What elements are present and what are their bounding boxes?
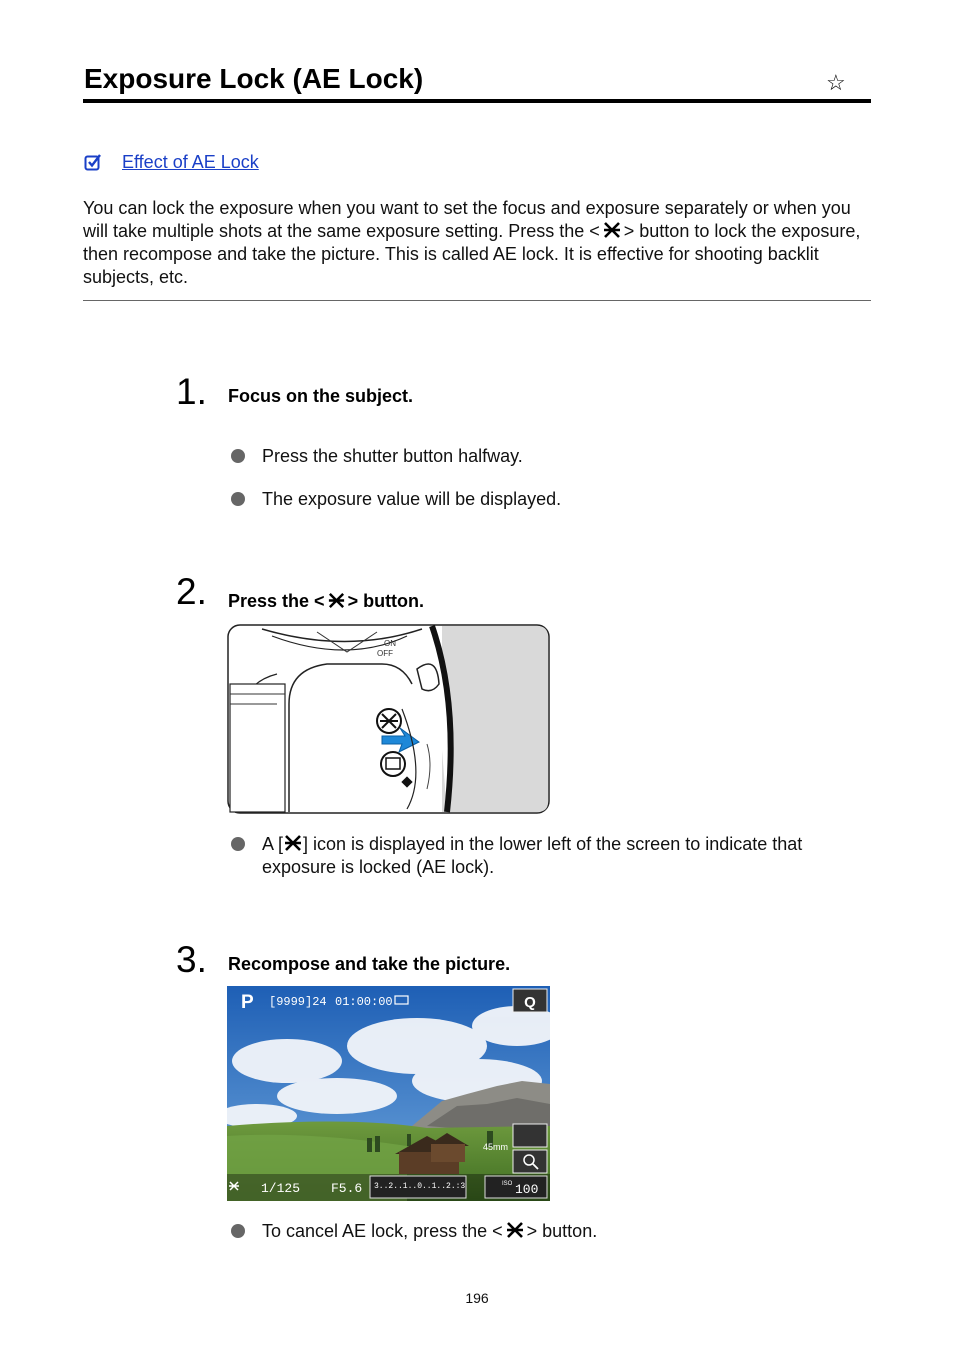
step-1-number: 1.	[176, 371, 207, 412]
step-3-bullet-pre: To cancel AE lock, press the <	[262, 1221, 503, 1241]
step-1-bullet-2: The exposure value will be displayed.	[262, 489, 562, 509]
effect-of-ae-lock-link[interactable]: Effect of AE Lock	[122, 152, 259, 172]
step-3-bullet	[262, 1220, 872, 1243]
intro-paragraph	[83, 197, 873, 289]
step-3-number: 3.	[176, 939, 207, 980]
on-label: ON	[384, 639, 396, 648]
shutter-speed: 1/125	[261, 1181, 301, 1196]
magnify-button[interactable]	[513, 1150, 547, 1173]
bullet-dot	[231, 837, 245, 851]
intro-text-part2: > button to lock the exposure, then recompose and take the picture. This is called AE lock. It is effective for shooting backlit subjects, etc.	[83, 221, 861, 287]
section-divider	[83, 300, 871, 301]
step-2-title	[228, 590, 424, 612]
recording-time: 01:00:00	[335, 995, 393, 1009]
aperture-value: F5.6	[331, 1181, 363, 1196]
checkbox-icon	[84, 153, 102, 171]
ae-lock-icon	[505, 1220, 525, 1240]
step-2-title-post: > button.	[347, 591, 425, 611]
shooting-mode: P	[241, 992, 254, 1013]
step-2-bullet-post: ] icon is displayed in the lower left of the screen to indicate that exposure is locked (AE lock).	[262, 834, 803, 877]
step-2-bullet	[262, 833, 872, 879]
step-2-bullet-pre: A [	[262, 834, 284, 854]
step-1-title: Focus on the subject.	[228, 386, 414, 406]
step-2-number: 2.	[176, 571, 207, 612]
ae-lock-icon	[283, 833, 303, 853]
af-method-button[interactable]	[513, 1124, 547, 1147]
iso-label: ISO	[502, 1181, 513, 1187]
shots-remaining: [9999]24	[269, 995, 327, 1009]
page-number: 196	[465, 1290, 489, 1306]
intro-text-part1: You can lock the exposure when you want to set the focus and exposure separately or when you will take multiple shots at the same exposure setting. Press the <	[83, 198, 851, 241]
step-2-title-pre: Press the <	[228, 591, 325, 611]
exposure-scale: 3..2..1..0..1..2.:3	[374, 1182, 466, 1191]
q-button-label: Q	[524, 994, 536, 1011]
ae-lock-icon	[327, 591, 346, 610]
step-1-bullet-1: Press the shutter button halfway.	[262, 446, 523, 466]
step-3-bullet-post: > button.	[526, 1221, 598, 1241]
ae-lock-icon	[602, 220, 622, 240]
step-3-title: Recompose and take the picture.	[228, 954, 511, 974]
bullet-dot	[231, 1224, 245, 1238]
camera-button-illustration	[227, 624, 550, 814]
bullet-dot	[231, 449, 245, 463]
star-icon: ☆	[826, 70, 846, 95]
page-title: Exposure Lock (AE Lock)	[84, 63, 424, 94]
focal-length: 45mm	[483, 1142, 509, 1152]
bullet-dot	[231, 492, 245, 506]
title-divider	[83, 99, 871, 103]
live-view-screen	[227, 986, 550, 1201]
iso-value: 100	[515, 1182, 539, 1197]
off-label: OFF	[377, 649, 393, 658]
